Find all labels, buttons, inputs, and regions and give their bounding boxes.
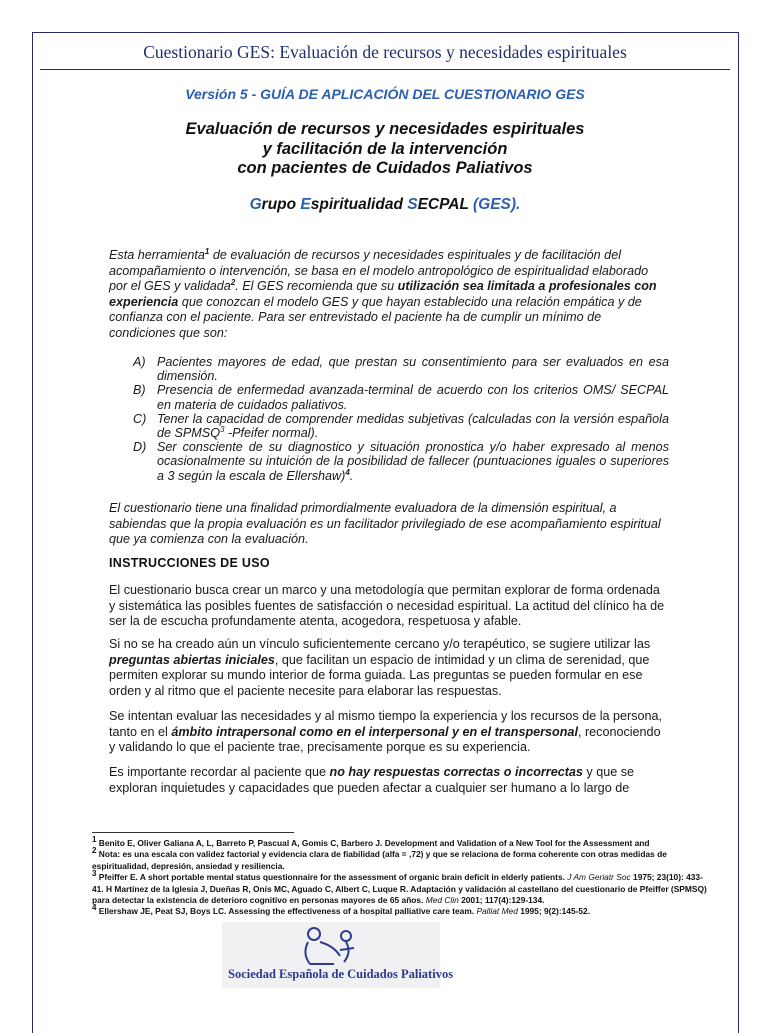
footnote: $^1$ Benito E, Oliver Galiana A, L, Barreto P, Pascual A, Gomis C, Barbero J. Development and Validation of a New Tool for the Assessment and bbox=[92, 835, 650, 848]
document-header: Cuestionario GES: Evaluación de recursos y necesidades espirituales bbox=[143, 42, 627, 62]
title-line: Evaluación de recursos y necesidades espirituales bbox=[185, 120, 585, 138]
footnote: $^3$ Pfeiffer E. A short portable mental status questionnaire for the assessment of organic brain deficit in elderly patients. J Am Geriatr Soc 1975; 23(10): 433-41. H Martínez de la Iglesia J, Dueñas R, Onís MC, Aguado C, Albert C, Luque R. Adaptación y validación al castellano del cuestionario de Pfeiffer (SPMSQ) para detectar la existencia de deterioro cognitivo en personas mayores de 65 años. Med Clin 2001; 117(4):129-134. bbox=[92, 869, 707, 906]
purpose-paragraph: El cuestionario tiene una finalidad primordialmente evaluadora de la dimensión espiritual, a sabiendas que la propia evaluación es un facilitador privilegiado de ese acompañamiento espiritual que ya comienza con la evaluación. bbox=[109, 501, 661, 547]
group-name: Grupo Espiritualidad SECPAL (GES). bbox=[249, 196, 521, 213]
footnote-separator bbox=[92, 832, 294, 833]
paragraph: Si no se ha creado aún un vínculo suficientemente cercano y/o terapéutico, se sugiere utilizar las preguntas abiertas iniciales, que facilitan un espacio de intimidad y un clima de serenidad, que permiten explorar su mundo interior de forma guiada. Las preguntas se pueden formular en ese orden y al ritmo que el paciente necesite para elaborar las respuestas. bbox=[109, 637, 651, 698]
logo-caption: Sociedad Española de Cuidados Paliativos bbox=[228, 967, 454, 981]
title-line: con pacientes de Cuidados Paliativos bbox=[237, 159, 533, 177]
conditions-list bbox=[133, 355, 669, 483]
logo-figures-icon bbox=[222, 922, 440, 970]
paragraph: Es importante recordar al paciente que no hay respuestas correctas o incorrectas y que se exploran inquietudes y capacidades que pueden afectar a cualquier ser humano a lo largo de bbox=[109, 765, 635, 795]
list-item: C) Tener la capacidad de comprender medidas subjetivas (calculadas con la versión española de SPMSQ$^3$ -Pfeifer normal). bbox=[133, 411, 669, 441]
header-rule bbox=[40, 69, 730, 70]
list-item: D) Ser consciente de su diagnostico y situación pronostica y/o haber expresado al menos ocasionalmente su intuición de la posibilidad de fallecer (puntuaciones iguales o superiores a 3 según la escala de Ellershaw)$^4$. bbox=[133, 440, 669, 483]
instructions-heading: INSTRUCCIONES DE USO bbox=[109, 556, 270, 570]
footnote: $^4$ Ellershaw JE, Peat SJ, Boys LC. Assessing the effectiveness of a hospital palliative care team. Palliat Med 1995; 9(2):145-52. bbox=[92, 903, 591, 917]
list-item: A) Pacientes mayores de edad, que prestan su consentimiento para ser evaluados en esa dimensión. bbox=[133, 355, 669, 384]
footnote: $^2$ Nota: es una escala con validez factorial y evidencia clara de fiabilidad (alfa = ,72) y que se relaciona de forma coherente con otras medidas de espiritualidad, depresión, ansiedad y resiliencia. bbox=[92, 846, 667, 871]
footnotes bbox=[92, 835, 712, 918]
version-line: Versión 5 - GUÍA DE APLICACIÓN DEL CUESTIONARIO GES bbox=[185, 86, 585, 102]
paragraph: Se intentan evaluar las necesidades y al mismo tiempo la experiencia y los recursos de la persona, tanto en el ámbito intrapersonal como en el interpersonal y en el transpersonal, reconociendo y validando lo que el paciente trae, precisamente porque es su experiencia. bbox=[109, 709, 663, 755]
paragraph: El cuestionario busca crear un marco y una metodología que permitan explorar de forma ordenada y sistemática las posibles fuentes de satisfacción o necesidad espiritual. La actitud del clínico ha de ser la de escucha profundamente atenta, acogedora, respetuosa y afable. bbox=[109, 583, 665, 629]
title-line: y facilitación de la intervención bbox=[262, 139, 508, 158]
document-title bbox=[40, 120, 730, 179]
list-item: B) Presencia de enfermedad avanzada-terminal de acuerdo con los criterios OMS/ SECPAL en materia de cuidados paliativos. bbox=[133, 383, 669, 412]
intro-paragraph: Esta herramienta$^1$ de evaluación de recursos y necesidades espirituales y de facilitación del acompañamiento o intervención, se basa en el modelo antropológico de espiritualidad elaborado por el GES y validada$^2$. El GES recomienda que su utilización sea limitada a profesionales con experiencia que conozcan el modelo GES y que hayan establecido una relación empática y de confianza con el paciente. Para ser entrevistado el paciente ha de cumplir un mínimo de condiciones que son: bbox=[109, 246, 657, 340]
